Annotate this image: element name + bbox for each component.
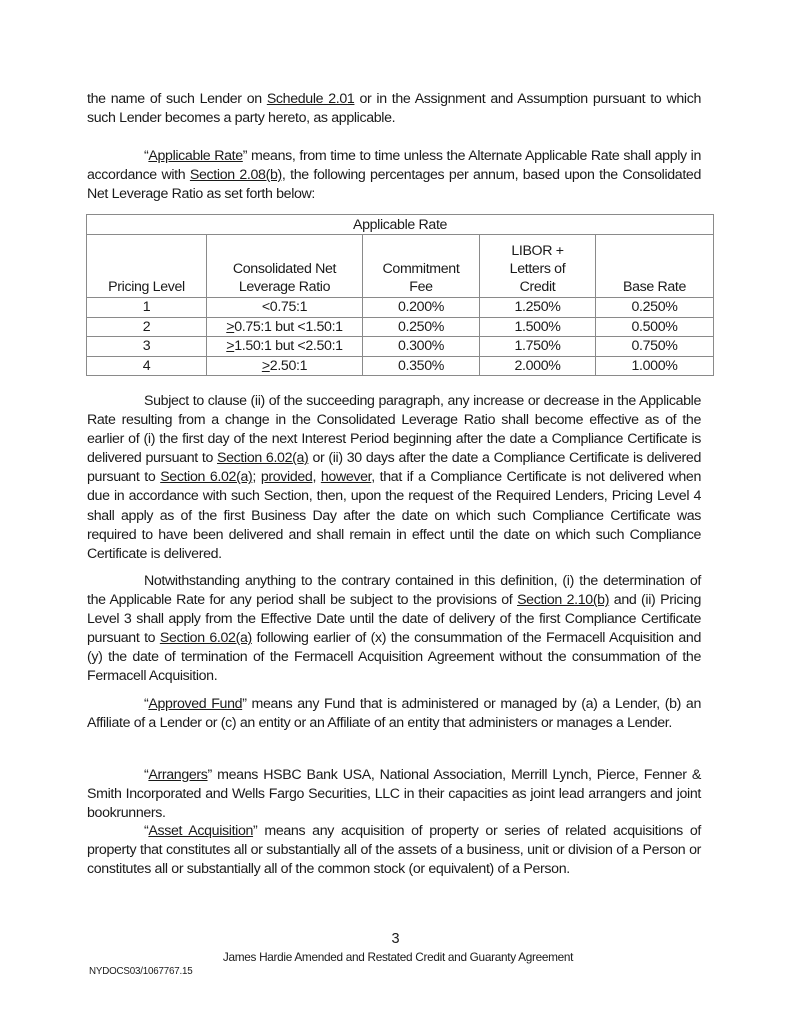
table-row [87, 337, 714, 357]
header-line: Fee [409, 279, 433, 295]
paragraph-text: Subject to clause (ii) of the succeeding paragraph, any increase or decrease in the Applicable Rate resulting from a change in the Consolidated Leverage Ratio shall become effective as of the earlier of (i) the first day of the next Interest Period beginning after the date a Compliance Certificate is delivered pursuant to [87, 393, 701, 467]
header-line: Base Rate [622, 279, 687, 295]
pricing-level-cell: 3 [87, 337, 207, 357]
leverage-ratio-cell [207, 356, 363, 376]
ratio-prefix: > [226, 338, 235, 355]
header-line: Consolidated Net [232, 261, 337, 277]
definition-text: means HSBC Bank USA, National Association, Merrill Lynch, Pierce, Fenner & Smith Incorporated and Wells Fargo Securities, LLC in their capacities as joint lead arrangers and joint bookrunners. [87, 767, 701, 822]
page-number: 3 [391, 931, 400, 947]
intro-text: the name of such Lender on [87, 91, 267, 107]
table-row [87, 317, 714, 337]
column-header-pricing-level [87, 235, 207, 298]
applicable-rate-table [86, 214, 714, 376]
header-line: Credit [519, 279, 556, 295]
asset-acquisition-definition [87, 822, 701, 879]
section-2-10b-link[interactable]: Section 2.10(b) [517, 592, 610, 609]
column-header-leverage-ratio [207, 235, 363, 298]
definition-text: means, from time to time unless the Alternate Applicable Rate shall apply in accordance with [87, 148, 702, 184]
definition-text: means any acquisition of property or series of related acquisitions of property that constitutes all or substantially all of the assets of a business, unit or division of a Person or constitutes all or substantially all of the common stock (or equivalent) of a Person. [87, 823, 701, 878]
footer-title: James Hardie Amended and Restated Credit and Guaranty Agreement [222, 950, 574, 964]
open-quote: “ [144, 148, 149, 164]
base-rate-cell: 0.750% [596, 337, 714, 357]
paragraph-text: ; [252, 469, 261, 486]
column-header-libor-loc [480, 235, 596, 298]
defined-term-approved-fund: Approved Fund [148, 696, 243, 712]
close-quote: ” [242, 696, 247, 712]
pricing-level-cell: 2 [87, 317, 207, 337]
open-quote: “ [144, 767, 149, 783]
header-line: Leverage Ratio [238, 279, 331, 295]
paragraph-text: Notwithstanding anything to the contrary contained in this definition, (i) the determination of the Applicable Rate for any period shall be subject to the provisions of [87, 573, 701, 609]
base-rate-cell: 1.000% [596, 356, 714, 376]
base-rate-cell: 0.500% [596, 317, 714, 337]
subject-to-clause-paragraph [87, 392, 701, 564]
arrangers-definition [87, 766, 701, 823]
paragraph-text: and (ii) Pricing Level 3 shall apply from the Effective Date until the date of delivery of the first Compliance Certificate pursuant to [87, 592, 701, 647]
paragraph-text: following earlier of (x) the consummation of the Fermacell Acquisition and (y) the date of termination of the Fermacell Acquisition Agreement without the consummation of the Fermacell Acquisition. [87, 630, 701, 685]
libor-loc-cell: 1.750% [480, 337, 596, 357]
provided-term: provided [260, 469, 313, 486]
header-line: Commitment [382, 261, 460, 277]
ratio-value: 0.75:1 but <1.50:1 [234, 318, 343, 335]
pricing-level-cell: 1 [87, 298, 207, 318]
ratio-value: 1.50:1 but <2.50:1 [234, 338, 343, 355]
definition-text: means any Fund that is administered or managed by (a) a Lender, (b) an Affiliate of a Lender or (c) an entity or an Affiliate of an entity that administers or manages a Lender. [87, 696, 701, 732]
intro-text: or in the Assignment and Assumption pursuant to which such Lender becomes a party hereto, as applicable. [87, 91, 701, 127]
definition-text: , the following percentages per annum, based upon the Consolidated Net Leverage Ratio as set forth below: [87, 167, 701, 203]
commitment-fee-cell: 0.300% [363, 337, 480, 357]
header-line: LIBOR + [511, 243, 564, 259]
section-6-02a-link[interactable]: Section 6.02(a) [160, 469, 253, 486]
leverage-ratio-cell [207, 298, 363, 318]
applicable-rate-definition [87, 147, 701, 204]
defined-term-asset-acquisition: Asset Acquisition [148, 823, 254, 839]
libor-loc-cell: 1.500% [480, 317, 596, 337]
column-header-commitment-fee [363, 235, 480, 298]
libor-loc-cell: 2.000% [480, 356, 596, 376]
section-2-08b-link[interactable]: Section 2.08(b) [189, 167, 282, 184]
defined-term-applicable-rate: Applicable Rate [148, 148, 243, 164]
close-quote: ” [207, 767, 212, 783]
ratio-value: <0.75:1 [261, 299, 308, 316]
paragraph-text: , [312, 469, 321, 486]
approved-fund-definition [87, 695, 701, 733]
paragraph-text: , that if a Compliance Certificate is not delivered when due in accordance with such Section, then, upon the request of the Required Lenders, Pricing Level 4 shall apply as of the first Business Day after the date on which such Compliance Certificate was required to have been delivered and shall remain in effect until the date on which such Compliance Certificate is delivered. [87, 469, 702, 562]
schedule-2-01-link[interactable]: Schedule 2.01 [266, 91, 355, 107]
notwithstanding-paragraph [87, 572, 701, 687]
open-quote: “ [144, 823, 149, 839]
ratio-prefix: > [226, 318, 235, 335]
close-quote: ” [242, 148, 248, 164]
commitment-fee-cell: 0.200% [363, 298, 480, 318]
intro-paragraph [87, 90, 701, 128]
leverage-ratio-cell [207, 337, 363, 357]
ratio-prefix: > [261, 357, 270, 374]
defined-term-arrangers: Arrangers [148, 767, 208, 783]
commitment-fee-cell: 0.350% [363, 356, 480, 376]
pricing-level-cell: 4 [87, 356, 207, 376]
table-row [87, 298, 714, 318]
commitment-fee-cell: 0.250% [363, 317, 480, 337]
base-rate-cell: 0.250% [596, 298, 714, 318]
close-quote: ” [253, 823, 258, 839]
however-term: however [320, 469, 372, 486]
open-quote: “ [144, 696, 149, 712]
paragraph-text: or (ii) 30 days after the date a Compliance Certificate is delivered pursuant to [87, 450, 702, 486]
table-row [87, 356, 714, 376]
leverage-ratio-cell [207, 317, 363, 337]
section-6-02a-link[interactable]: Section 6.02(a) [217, 450, 309, 467]
ratio-value: 2.50:1 [269, 357, 308, 374]
document-id: NYDOCS03/1067767.15 [89, 966, 193, 977]
libor-loc-cell: 1.250% [480, 298, 596, 318]
table-header-row [87, 235, 714, 298]
section-6-02a-link[interactable]: Section 6.02(a) [159, 630, 252, 647]
table-title: Applicable Rate [87, 215, 714, 235]
column-header-base-rate [596, 235, 714, 298]
header-line: Letters of [509, 261, 566, 277]
header-line: Pricing Level [108, 279, 185, 295]
